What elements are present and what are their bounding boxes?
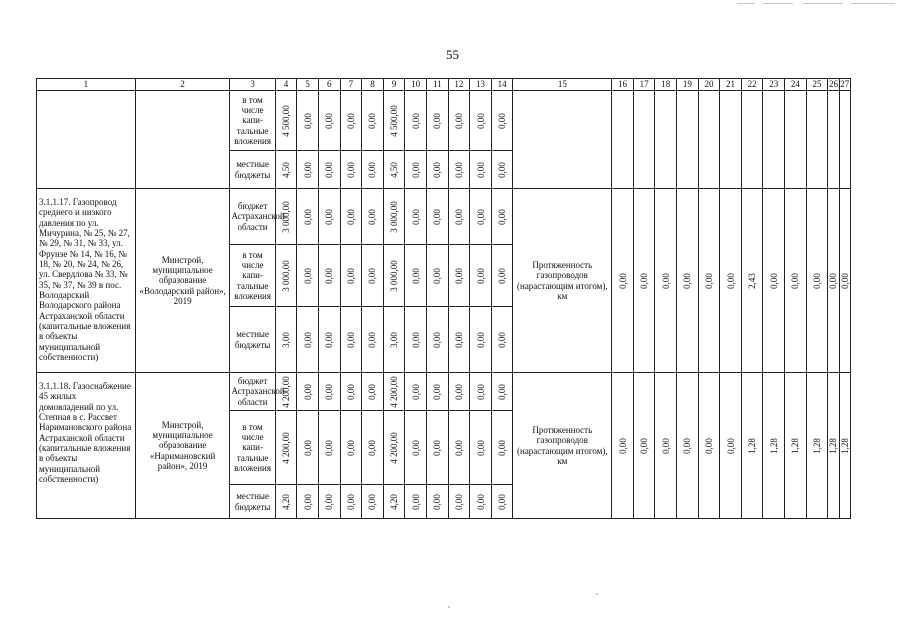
amount-cell-text: 0,00 <box>475 267 486 284</box>
amount-cell <box>297 307 319 373</box>
amount-cell <box>405 151 427 189</box>
amount-cell <box>340 307 362 373</box>
amount-cell <box>470 373 492 411</box>
indicator-value <box>785 189 807 373</box>
header-col: 6 <box>318 79 340 91</box>
indicator-value <box>763 189 785 373</box>
amount-cell <box>340 373 362 411</box>
amount-cell <box>448 485 470 519</box>
indicator-value-text: 0,00 <box>638 437 649 454</box>
scan-artifact <box>737 2 897 6</box>
amount-cell <box>448 307 470 373</box>
header-col: 19 <box>677 79 699 91</box>
table-row <box>37 189 851 245</box>
header-col: 3 <box>230 79 275 91</box>
amount-cell <box>426 245 448 307</box>
amount-cell <box>491 307 513 373</box>
amount-cell-text: 0,00 <box>496 493 507 510</box>
header-col: 4 <box>275 79 297 91</box>
amount-cell <box>275 245 297 307</box>
amount-cell-text: 0,00 <box>475 493 486 510</box>
amount-cell-text: 0,00 <box>367 439 378 456</box>
item-name: 3.1.1.17. Газопровод среднего и низкого давления по ул. Мичурина, № 25, № 27, № 29, № 31, № 33, ул. Фрунзе № 14, № 16, № 18, № 20, № 24, № 26, ул. Свердлова № 33, № 35, № 37, № 39 в пос. Володарский Володарского района Астраханской области (капитальные вложения в объекты муниципальной собственности) <box>37 189 136 373</box>
amount-cell-text: 0,00 <box>475 439 486 456</box>
amount-cell <box>383 411 405 485</box>
indicator-value-cell <box>677 91 699 189</box>
indicator-value <box>612 373 634 519</box>
program-table <box>36 78 851 519</box>
amount-cell-text: 0,00 <box>345 331 356 348</box>
amount-cell <box>405 373 427 411</box>
amount-cell <box>318 151 340 189</box>
funding-source: бюджет Астраханской области <box>230 189 275 245</box>
amount-cell-text: 0,00 <box>345 161 356 178</box>
amount-cell <box>491 91 513 151</box>
amount-cell-text: 0,00 <box>475 161 486 178</box>
header-col: 2 <box>135 79 230 91</box>
indicator-value-text: 1,28 <box>768 437 779 454</box>
indicator-value-cell <box>655 91 677 189</box>
amount-cell <box>275 307 297 373</box>
amount-cell <box>470 485 492 519</box>
amount-cell <box>318 485 340 519</box>
amount-cell-text: 0,00 <box>324 112 335 129</box>
amount-cell-text: 0,00 <box>475 383 486 400</box>
amount-cell-text: 0,00 <box>496 208 507 225</box>
amount-cell <box>470 189 492 245</box>
amount-cell-text: 0,00 <box>496 439 507 456</box>
amount-cell <box>340 151 362 189</box>
amount-cell <box>383 245 405 307</box>
amount-cell-text: 0,00 <box>432 383 443 400</box>
amount-cell <box>340 485 362 519</box>
responsible-cell <box>135 91 230 189</box>
amount-cell <box>383 485 405 519</box>
indicator-value-text: 0,00 <box>725 437 736 454</box>
amount-cell-text: 0,00 <box>453 267 464 284</box>
amount-cell-text: 0,00 <box>410 383 421 400</box>
header-col: 22 <box>741 79 763 91</box>
header-col: 16 <box>612 79 634 91</box>
indicator-value-text: 0,00 <box>790 272 801 289</box>
indicator-value-cell <box>806 91 828 189</box>
header-col: 20 <box>698 79 720 91</box>
indicator-value <box>633 189 655 373</box>
indicator-value <box>828 189 839 373</box>
indicator-value <box>698 189 720 373</box>
indicator-value-text: 0,00 <box>617 272 628 289</box>
indicator-value-text: 0,00 <box>839 272 850 289</box>
amount-cell-text: 0,00 <box>410 493 421 510</box>
amount-cell <box>448 91 470 151</box>
indicator-value-text: 0,00 <box>725 272 736 289</box>
amount-cell <box>491 189 513 245</box>
indicator-value-text: 0,00 <box>811 272 822 289</box>
amount-cell-text: 0,00 <box>302 112 313 129</box>
amount-cell <box>362 373 384 411</box>
amount-cell <box>405 411 427 485</box>
amount-cell-text: 0,00 <box>324 493 335 510</box>
header-col: 24 <box>785 79 807 91</box>
amount-cell <box>340 245 362 307</box>
indicator-value-text: 0,00 <box>682 437 693 454</box>
header-col: 12 <box>448 79 470 91</box>
amount-cell <box>383 151 405 189</box>
amount-cell <box>448 245 470 307</box>
amount-cell-text: 0,00 <box>432 161 443 178</box>
funding-source: в том числе капи-тальные вложения <box>230 245 275 307</box>
amount-cell-text: 0,00 <box>302 267 313 284</box>
amount-cell-text: 0,00 <box>410 161 421 178</box>
amount-cell-text: 3,00 <box>388 331 399 348</box>
amount-cell <box>340 91 362 151</box>
header-col: 21 <box>720 79 742 91</box>
amount-cell <box>491 485 513 519</box>
header-col: 8 <box>362 79 384 91</box>
header-col: 17 <box>633 79 655 91</box>
table-row <box>37 373 851 411</box>
amount-cell-text: 4,20 <box>280 493 291 510</box>
amount-cell-text: 0,00 <box>302 439 313 456</box>
header-col: 26 <box>828 79 838 90</box>
indicator-value <box>720 373 742 519</box>
header-col: 18 <box>655 79 677 91</box>
indicator-value-text: 0,00 <box>617 437 628 454</box>
amount-cell <box>297 373 319 411</box>
indicator-value <box>806 189 828 373</box>
indicator-value-cell <box>633 91 655 189</box>
amount-cell <box>318 411 340 485</box>
amount-cell-text: 0,00 <box>496 383 507 400</box>
amount-cell-text: 3 000,00 <box>388 200 399 233</box>
header-col: 14 <box>491 79 513 91</box>
amount-cell-text: 0,00 <box>367 331 378 348</box>
amount-cell <box>340 411 362 485</box>
amount-cell <box>297 151 319 189</box>
indicator-value <box>698 373 720 519</box>
amount-cell-text: 0,00 <box>367 208 378 225</box>
amount-cell-text: 4 200,00 <box>280 375 291 408</box>
indicator-value <box>633 373 655 519</box>
header-col: 9 <box>383 79 405 91</box>
amount-cell-text: 0,00 <box>453 331 464 348</box>
amount-cell <box>362 411 384 485</box>
amount-cell <box>297 411 319 485</box>
amount-cell-text: 0,00 <box>345 439 356 456</box>
indicator-value <box>806 373 828 519</box>
indicator-cell <box>513 91 612 189</box>
header-col: 13 <box>470 79 492 91</box>
amount-cell-text: 0,00 <box>302 161 313 178</box>
amount-cell <box>405 189 427 245</box>
indicator-value <box>677 373 699 519</box>
amount-cell-text: 4 200,00 <box>388 431 399 464</box>
amount-cell <box>275 189 297 245</box>
amount-cell <box>275 485 297 519</box>
amount-cell <box>405 91 427 151</box>
amount-cell <box>318 373 340 411</box>
amount-cell <box>340 189 362 245</box>
amount-cell <box>275 411 297 485</box>
indicator-value-cell <box>698 91 720 189</box>
amount-cell-text: 4,20 <box>388 493 399 510</box>
amount-cell <box>470 307 492 373</box>
indicator-value-cell <box>612 91 634 189</box>
amount-cell <box>297 189 319 245</box>
amount-cell-text: 0,00 <box>410 331 421 348</box>
scan-dot <box>448 606 450 608</box>
amount-cell-text: 0,00 <box>324 331 335 348</box>
amount-cell-text: 0,00 <box>302 331 313 348</box>
amount-cell <box>383 91 405 151</box>
funding-source: в том числе капи-тальные вложения <box>230 411 275 485</box>
amount-cell <box>318 91 340 151</box>
indicator-value-text: 1,28 <box>828 437 839 454</box>
indicator-value-text: 1,28 <box>839 437 850 454</box>
indicator-value <box>655 189 677 373</box>
amount-cell <box>405 307 427 373</box>
header-col: 27 <box>840 79 850 90</box>
amount-cell-text: 3 000,00 <box>280 259 291 292</box>
amount-cell <box>362 189 384 245</box>
funding-source: в том числе капи-тальные вложения <box>230 91 275 151</box>
amount-cell-text: 0,00 <box>475 208 486 225</box>
amount-cell-text: 0,00 <box>410 439 421 456</box>
indicator-value-text: 0,00 <box>660 437 671 454</box>
funding-source: местные бюджеты <box>230 307 275 373</box>
amount-cell-text: 4 200,00 <box>388 375 399 408</box>
amount-cell-text: 0,00 <box>410 267 421 284</box>
amount-cell <box>275 373 297 411</box>
amount-cell <box>426 189 448 245</box>
amount-cell-text: 0,00 <box>324 208 335 225</box>
amount-cell <box>362 245 384 307</box>
amount-cell-text: 3 000,00 <box>388 259 399 292</box>
amount-cell <box>362 91 384 151</box>
header-row <box>37 79 851 91</box>
amount-cell-text: 3 000,00 <box>280 200 291 233</box>
indicator-value <box>655 373 677 519</box>
indicator-value <box>828 373 839 519</box>
amount-cell-text: 0,00 <box>432 112 443 129</box>
funding-source: местные бюджеты <box>230 485 275 519</box>
amount-cell-text: 0,00 <box>367 161 378 178</box>
indicator-value-cell <box>785 91 807 189</box>
amount-cell-text: 0,00 <box>496 112 507 129</box>
indicator-value-cell <box>828 91 839 189</box>
amount-cell-text: 0,00 <box>475 112 486 129</box>
amount-cell <box>275 91 297 151</box>
indicator-value-text: 0,00 <box>768 272 779 289</box>
responsible-executor: Минстрой, муниципальное образование «Наримановский район», 2019 <box>135 373 230 519</box>
amount-cell <box>297 91 319 151</box>
amount-cell <box>426 373 448 411</box>
amount-cell-text: 0,00 <box>345 493 356 510</box>
amount-cell-text: 0,00 <box>367 267 378 284</box>
amount-cell-text: 3,00 <box>280 331 291 348</box>
amount-cell <box>318 245 340 307</box>
amount-cell <box>448 189 470 245</box>
amount-cell-text: 0,00 <box>496 161 507 178</box>
amount-cell <box>383 373 405 411</box>
amount-cell-text: 4 500,00 <box>280 104 291 137</box>
amount-cell <box>426 411 448 485</box>
amount-cell-text: 0,00 <box>410 208 421 225</box>
indicator-value-text: 1,28 <box>746 437 757 454</box>
indicator-value-text: 0,00 <box>828 272 839 289</box>
amount-cell-text: 4,50 <box>280 161 291 178</box>
amount-cell-text: 0,00 <box>475 331 486 348</box>
amount-cell-text: 0,00 <box>345 383 356 400</box>
indicator-name: Протяженность газопроводов (нарастающим итогом), км <box>513 189 612 373</box>
table-row <box>37 91 851 151</box>
amount-cell <box>383 307 405 373</box>
funding-source: бюджет Астраханской области <box>230 373 275 411</box>
amount-cell-text: 0,00 <box>324 161 335 178</box>
amount-cell <box>405 245 427 307</box>
amount-cell <box>426 91 448 151</box>
scan-dot <box>596 593 598 595</box>
amount-cell <box>362 151 384 189</box>
header-col: 11 <box>426 79 448 91</box>
indicator-value-text: 0,00 <box>703 272 714 289</box>
amount-cell <box>426 307 448 373</box>
page-number: 55 <box>446 47 459 62</box>
header-col: 15 <box>513 79 612 91</box>
amount-cell <box>470 91 492 151</box>
amount-cell <box>405 485 427 519</box>
amount-cell-text: 0,00 <box>324 383 335 400</box>
amount-cell <box>275 151 297 189</box>
amount-cell-text: 4 500,00 <box>388 104 399 137</box>
amount-cell-text: 0,00 <box>453 439 464 456</box>
amount-cell-text: 0,00 <box>453 112 464 129</box>
amount-cell <box>426 151 448 189</box>
amount-cell-text: 4,50 <box>388 161 399 178</box>
indicator-value-text: 0,00 <box>703 437 714 454</box>
header-col: 23 <box>763 79 785 91</box>
amount-cell-text: 0,00 <box>453 208 464 225</box>
amount-cell <box>470 245 492 307</box>
amount-cell <box>383 189 405 245</box>
indicator-value <box>741 373 763 519</box>
amount-cell-text: 0,00 <box>302 383 313 400</box>
amount-cell <box>297 245 319 307</box>
amount-cell-text: 0,00 <box>302 493 313 510</box>
amount-cell <box>362 485 384 519</box>
amount-cell <box>448 411 470 485</box>
indicator-value <box>839 189 850 373</box>
amount-cell <box>470 151 492 189</box>
header-col: 5 <box>297 79 319 91</box>
amount-cell <box>491 411 513 485</box>
amount-cell <box>491 245 513 307</box>
amount-cell <box>448 373 470 411</box>
amount-cell-text: 0,00 <box>367 112 378 129</box>
indicator-value-cell <box>839 91 850 189</box>
amount-cell <box>318 189 340 245</box>
indicator-name: Протяженность газопроводов (нарастающим итогом), км <box>513 373 612 519</box>
indicator-value-cell <box>763 91 785 189</box>
indicator-value <box>677 189 699 373</box>
indicator-value-text: 0,00 <box>660 272 671 289</box>
amount-cell-text: 4 200,00 <box>280 431 291 464</box>
amount-cell <box>491 373 513 411</box>
amount-cell <box>362 307 384 373</box>
amount-cell <box>426 485 448 519</box>
amount-cell-text: 0,00 <box>496 267 507 284</box>
indicator-value <box>763 373 785 519</box>
amount-cell-text: 0,00 <box>432 208 443 225</box>
item-name-cell <box>37 91 136 189</box>
indicator-value <box>720 189 742 373</box>
header-col: 25 <box>806 79 828 91</box>
amount-cell-text: 0,00 <box>410 112 421 129</box>
amount-cell-text: 0,00 <box>324 439 335 456</box>
amount-cell-text: 0,00 <box>453 383 464 400</box>
header-col: 10 <box>405 79 427 91</box>
amount-cell-text: 0,00 <box>496 331 507 348</box>
amount-cell-text: 0,00 <box>432 493 443 510</box>
indicator-value <box>839 373 850 519</box>
amount-cell-text: 0,00 <box>367 493 378 510</box>
amount-cell <box>448 151 470 189</box>
amount-cell-text: 0,00 <box>453 161 464 178</box>
indicator-value-text: 0,00 <box>682 272 693 289</box>
amount-cell <box>318 307 340 373</box>
indicator-value-text: 0,00 <box>638 272 649 289</box>
amount-cell-text: 0,00 <box>432 439 443 456</box>
indicator-value <box>612 189 634 373</box>
indicator-value <box>741 189 763 373</box>
amount-cell-text: 0,00 <box>345 208 356 225</box>
responsible-executor: Минстрой, муниципальное образование «Володарский район», 2019 <box>135 189 230 373</box>
amount-cell <box>491 151 513 189</box>
amount-cell-text: 0,00 <box>345 112 356 129</box>
header-col: 1 <box>37 79 136 91</box>
amount-cell-text: 0,00 <box>432 331 443 348</box>
indicator-value-cell <box>720 91 742 189</box>
amount-cell-text: 0,00 <box>324 267 335 284</box>
amount-cell <box>470 411 492 485</box>
indicator-value-text: 1,28 <box>811 437 822 454</box>
amount-cell-text: 0,00 <box>345 267 356 284</box>
indicator-value-text: 2,43 <box>746 272 757 289</box>
indicator-value-text: 1,28 <box>790 437 801 454</box>
amount-cell <box>297 485 319 519</box>
amount-cell-text: 0,00 <box>432 267 443 284</box>
header-col: 7 <box>340 79 362 91</box>
indicator-value-cell <box>741 91 763 189</box>
amount-cell-text: 0,00 <box>367 383 378 400</box>
funding-source: местные бюджеты <box>230 151 275 189</box>
amount-cell-text: 0,00 <box>453 493 464 510</box>
indicator-value <box>785 373 807 519</box>
amount-cell-text: 0,00 <box>302 208 313 225</box>
item-name: 3.1.1.18. Газоснабжение 45 жилых домовладений по ул. Степная в с. Рассвет Наримановского района Астраханской области (капитальные вложения в объекты муниципальной собственности) <box>37 373 136 519</box>
